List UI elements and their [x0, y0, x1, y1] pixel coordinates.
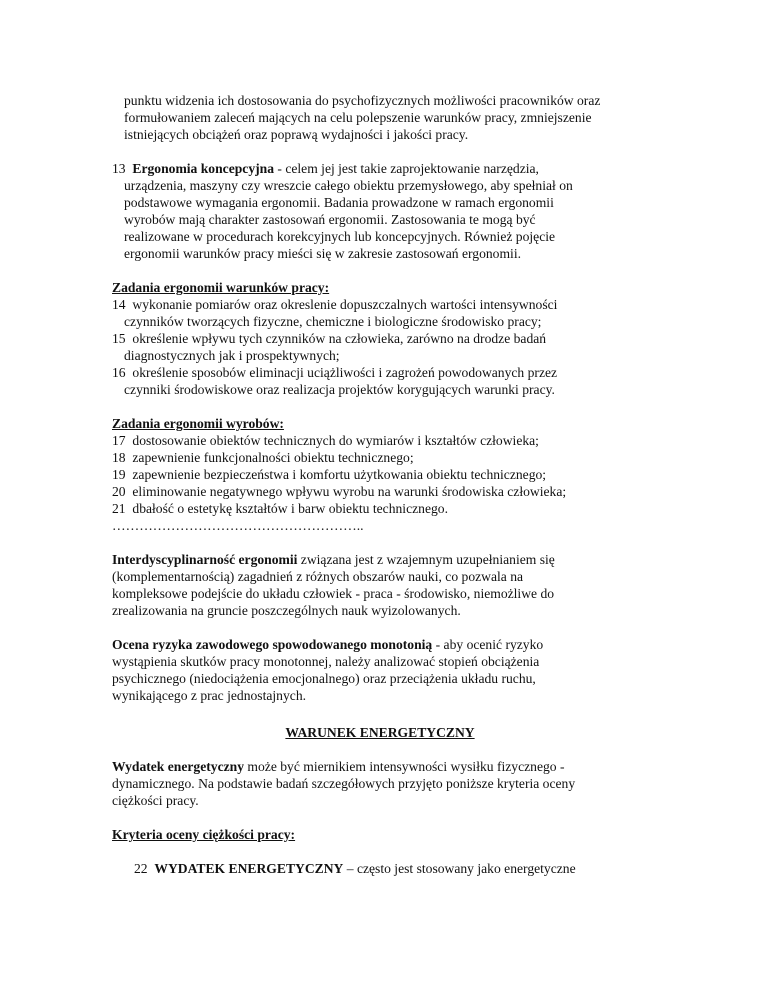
dotted-line: ……………………………………………….. — [112, 518, 364, 533]
item-number: 21 — [112, 501, 126, 516]
list-item-text: dbałość o estetykę kształtów i barw obiektu technicznego. — [132, 501, 448, 516]
paragraph-line: psychicznego (niedociążenia emocjonalnego) oraz przeciążenia układu ruchu, — [112, 671, 536, 686]
list-item-continuation: czynników tworzących fizyczne, chemiczne i biologiczne środowisko pracy; — [124, 314, 542, 329]
list-item — [112, 330, 546, 347]
item-number: 22 — [134, 861, 148, 876]
paragraph-text: związana jest z wzajemnym uzupełnianiem się — [297, 552, 555, 567]
interdisciplinary-first-line — [112, 551, 555, 568]
list-item-text: dostosowanie obiektów technicznych do wymiarów i kształtów człowieka; — [132, 433, 539, 448]
term-wydatek-energetyczny: Wydatek energetyczny — [112, 759, 245, 774]
item-13-line: podstawowe wymagania ergonomii. Badania prowadzone w ramach ergonomii — [124, 195, 554, 210]
list-item — [112, 449, 414, 466]
list-item — [112, 466, 546, 483]
term-wydatek-caps: WYDATEK ENERGETYCZNY — [154, 861, 344, 876]
heading-tasks-products: Zadania ergonomii wyrobów: — [112, 416, 284, 431]
paragraph-line: (komplementarnością) zagadnień z różnych obszarów nauki, co pozwala na — [112, 569, 524, 584]
item-number: 17 — [112, 433, 126, 448]
paragraph-line: kompleksowe podejście do układu człowiek - praca - środowisko, niemożliwe do — [112, 586, 555, 601]
list-item-text: określenie sposobów eliminacji uciążliwości i zagrożeń powodowanych przez — [132, 365, 558, 380]
item-number: 13 — [112, 161, 126, 176]
list-item-continuation: diagnostycznych jak i prospektywnych; — [124, 348, 340, 363]
list-item — [134, 860, 576, 877]
item-number: 15 — [112, 331, 126, 346]
paragraph-line: ciężkości pracy. — [112, 793, 199, 808]
paragraph-text: może być miernikiem intensywności wysiłku fizycznego - — [244, 759, 565, 774]
list-item — [112, 500, 448, 517]
item-number: 14 — [112, 297, 126, 312]
item-13-line: ergonomii warunków pracy mieści się w zakresie zastosowań ergonomii. — [124, 246, 522, 261]
paragraph-line: zrealizowania na gruncie poszczególnych nauk wyizolowanych. — [112, 603, 461, 618]
list-item — [112, 364, 557, 381]
list-item-text: zapewnienie bezpieczeństwa i komfortu użytkowania obiektu technicznego; — [132, 467, 547, 482]
heading-tasks-conditions: Zadania ergonomii warunków pracy: — [112, 280, 330, 295]
heading-criteria: Kryteria oceny ciężkości pracy: — [112, 827, 296, 842]
section-title: WARUNEK ENERGETYCZNY — [285, 725, 475, 740]
list-item-text: wykonanie pomiarów oraz okreslenie dopuszczalnych wartości intensywności — [132, 297, 558, 312]
paragraph-text: - aby ocenić ryzyko — [432, 637, 544, 652]
intro-line: formułowaniem zaleceń mających na celu polepszenie warunków pracy, zmniejszenie — [124, 110, 592, 125]
list-item-continuation: czynniki środowiskowe oraz realizacja projektów korygujących warunki pracy. — [124, 382, 555, 397]
paragraph-line: wynikającego z prac jednostajnych. — [112, 688, 307, 703]
paragraph-line: wystąpienia skutków pracy monotonnej, należy analizować stopień obciążenia — [112, 654, 540, 669]
item-13-rest: - celem jej jest takie zaprojektowanie narzędzia, — [274, 161, 539, 176]
term-ergonomia-koncepcyjna: Ergonomia koncepcyjna — [132, 161, 274, 176]
item-13-line: realizowane w procedurach korekcyjnych lub koncepcyjnych. Również pojęcie — [124, 229, 556, 244]
list-item — [112, 483, 566, 500]
item-number: 18 — [112, 450, 126, 465]
paragraph-line: dynamicznego. Na podstawie badań szczegółowych przyjęto poniższe kryteria oceny — [112, 776, 576, 791]
list-item-text: określenie wpływu tych czynników na człowieka, zarówno na drodze badań — [132, 331, 547, 346]
term-ocena-ryzyka: Ocena ryzyka zawodowego spowodowanego monotonią — [112, 637, 433, 652]
term-interdyscyplinarnosc: Interdyscyplinarność ergonomii — [112, 552, 298, 567]
energy-first-line — [112, 758, 565, 775]
risk-first-line — [112, 636, 543, 653]
item-13-line: urządzenia, maszyny czy wreszcie całego obiektu przemysłowego, aby spełniał on — [124, 178, 573, 193]
item-number: 16 — [112, 365, 126, 380]
item-13-line: wyrobów mają charakter zastosowań ergonomii. Zastosowania te mogą być — [124, 212, 536, 227]
item-number: 20 — [112, 484, 126, 499]
list-item-text: – często jest stosowany jako energetyczne — [343, 861, 576, 876]
list-item — [112, 296, 557, 313]
intro-line: punktu widzenia ich dostosowania do psychofizycznych możliwości pracowników oraz — [124, 93, 601, 108]
item-number: 19 — [112, 467, 126, 482]
list-item-text: eliminowanie negatywnego wpływu wyrobu na warunki środowiska człowieka; — [132, 484, 567, 499]
item-13-first-line — [112, 160, 539, 177]
list-item-text: zapewnienie funkcjonalności obiektu technicznego; — [132, 450, 414, 465]
list-item — [112, 432, 539, 449]
intro-line: istniejących obciążeń oraz poprawą wydajności i jakości pracy. — [124, 127, 469, 142]
